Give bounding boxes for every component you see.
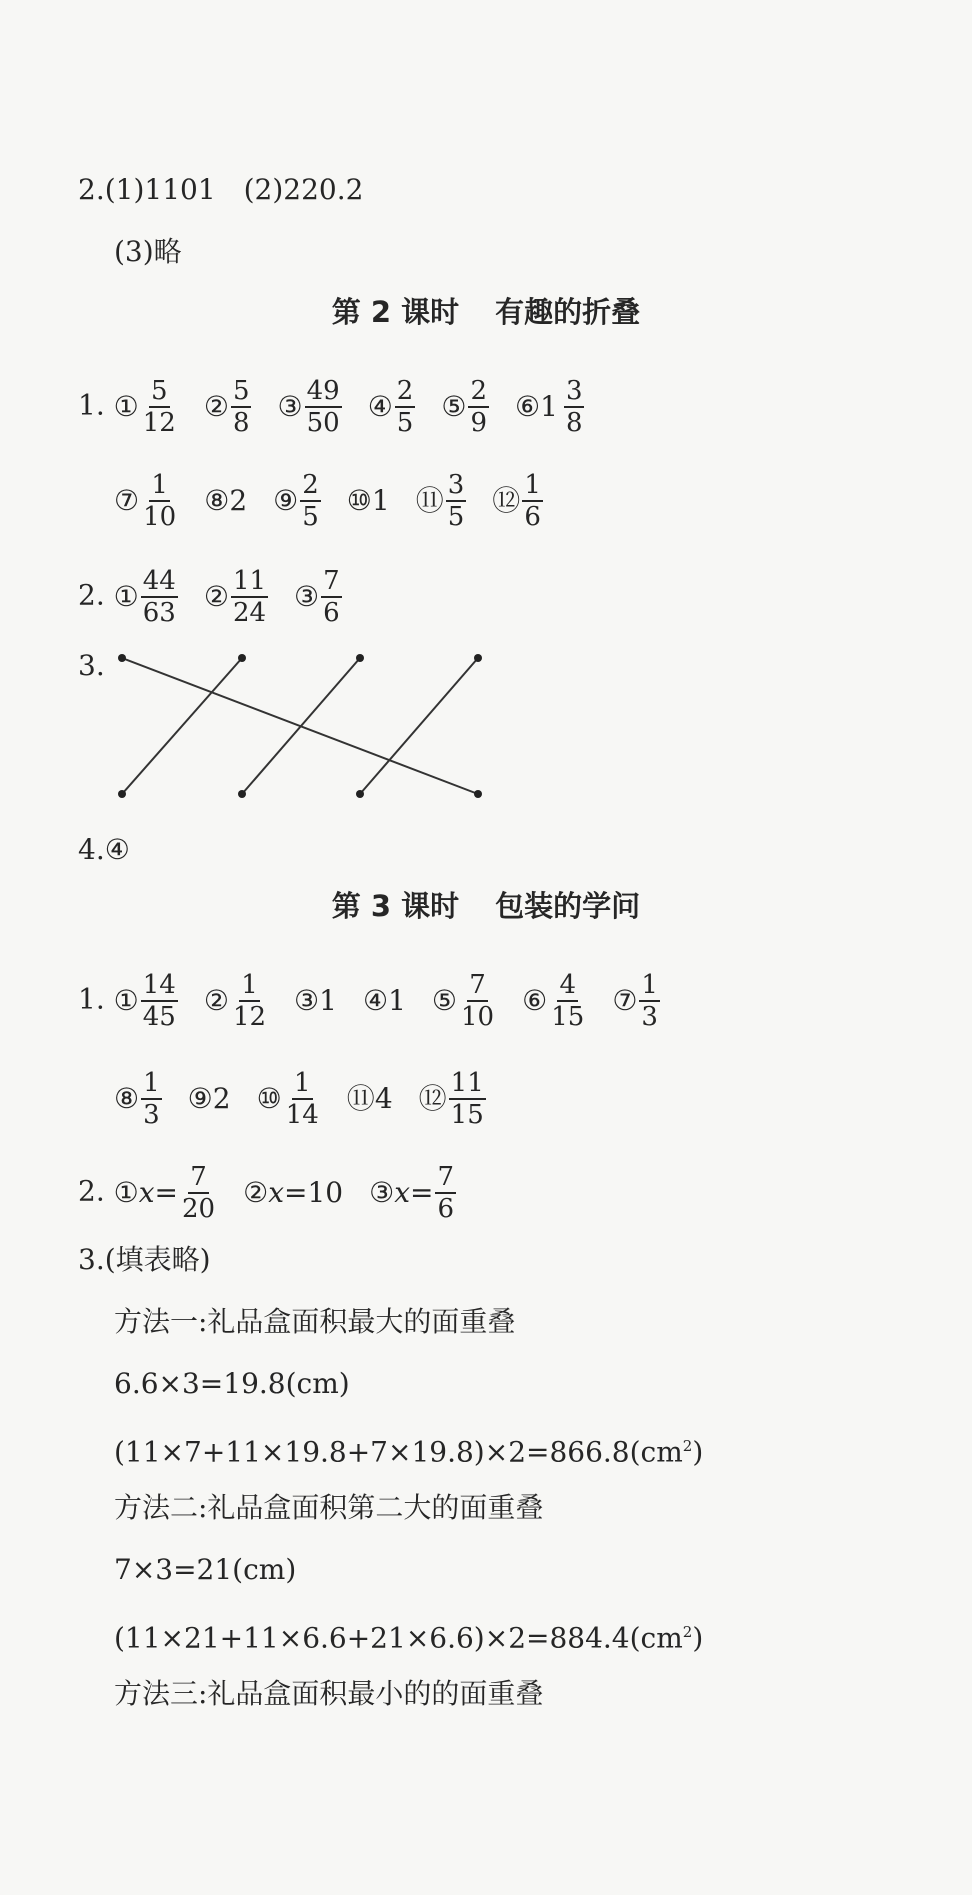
answer-item <box>347 1082 393 1116</box>
answer-value: 10 <box>307 1176 344 1209</box>
lesson3-heading-title: 包装的学问 <box>495 889 641 923</box>
circled-number: ⑧ <box>204 484 230 517</box>
denominator: 5 <box>302 502 319 532</box>
dot <box>118 654 126 662</box>
matching-line <box>360 658 478 794</box>
denominator: 5 <box>447 502 465 532</box>
answer-item <box>369 1162 456 1224</box>
numerator: 1 <box>143 1068 160 1098</box>
denominator: 20 <box>182 1194 216 1224</box>
denominator: 12 <box>232 1002 267 1032</box>
numerator: 2 <box>470 376 487 406</box>
answer-item <box>368 376 416 438</box>
circled-number: ① <box>113 984 139 1017</box>
circled-number: ① <box>113 580 139 613</box>
numerator: 5 <box>232 376 250 406</box>
numerator: 1 <box>524 470 541 500</box>
numerator: 7 <box>437 1162 455 1192</box>
circled-number: ⑫ <box>492 484 521 517</box>
numerator: 7 <box>323 566 340 596</box>
circled-number: ⑤ <box>431 984 458 1017</box>
lesson2-heading-title: 有趣的折叠 <box>495 295 641 329</box>
unit-close: ) <box>692 1621 704 1655</box>
lesson2-q3-label: 3. <box>78 649 105 682</box>
denominator: 9 <box>470 408 487 438</box>
circled-number: ② <box>203 984 229 1017</box>
answer-item <box>257 1068 321 1130</box>
denominator: 6 <box>524 502 541 532</box>
circled-number: ⑪ <box>415 484 444 517</box>
fraction <box>231 376 252 438</box>
answer-list <box>113 376 611 438</box>
circled-number: ② <box>203 390 229 423</box>
numerator: 7 <box>469 970 486 1000</box>
denominator: 24 <box>232 598 267 628</box>
numerator: 11 <box>232 566 267 596</box>
answer-value: 2 <box>212 1082 231 1115</box>
circled-number: ⑩ <box>346 484 372 517</box>
denominator: 6 <box>437 1194 455 1224</box>
circled-number: ① <box>113 1176 139 1209</box>
answer-item <box>204 970 268 1032</box>
lesson3-q1-row1 <box>78 970 686 1032</box>
lesson3-q2 <box>78 1162 482 1224</box>
fraction <box>180 1162 217 1224</box>
fraction <box>522 470 543 532</box>
fraction <box>231 566 268 628</box>
equals-sign: = <box>284 1176 308 1209</box>
matching-lines-diagram <box>100 640 500 810</box>
circled-number: ② <box>243 1176 269 1209</box>
answer-item <box>114 1068 162 1130</box>
denominator: 3 <box>641 1002 658 1032</box>
numerator: 2 <box>302 470 319 500</box>
numerator: 2 <box>396 376 414 406</box>
numerator: 3 <box>565 376 583 406</box>
circled-number: ④ <box>362 984 389 1017</box>
numerator: 1 <box>293 1068 311 1098</box>
lesson2-q2 <box>78 566 368 628</box>
denominator: 8 <box>232 408 250 438</box>
answer-item <box>612 970 660 1032</box>
answer-item <box>277 376 341 438</box>
variable: x <box>268 1176 284 1209</box>
fraction <box>564 376 585 438</box>
method1-text: 方法一:礼品盒面积最大的面重叠 <box>114 1305 516 1338</box>
dot <box>474 654 482 662</box>
circled-number: ① <box>113 390 139 423</box>
answer-item <box>114 566 178 628</box>
answer-value: 1 <box>388 984 406 1017</box>
answer-value: 4 <box>374 1082 393 1115</box>
calc2b <box>114 1614 703 1656</box>
denominator: 8 <box>565 408 583 438</box>
answer-list <box>113 566 368 628</box>
answer-item <box>347 484 390 518</box>
variable: x <box>138 1176 155 1209</box>
answer-item <box>419 1068 486 1130</box>
numerator: 7 <box>190 1162 207 1192</box>
answer-list <box>114 470 569 532</box>
lesson2-q1-row1 <box>78 376 610 438</box>
numerator: 44 <box>142 566 176 596</box>
circled-number: ③ <box>369 1176 395 1209</box>
denominator: 15 <box>450 1100 484 1130</box>
circled-number: ④ <box>367 390 393 423</box>
numerator: 1 <box>241 970 258 1000</box>
fraction <box>459 970 496 1032</box>
fraction <box>446 470 467 532</box>
sec1-q2-line1: 2.(1)1101 (2)220.2 <box>78 173 364 206</box>
lesson2-heading <box>0 294 972 330</box>
answer-item <box>204 566 268 628</box>
lesson3-heading-number: 第 3 课时 <box>331 889 460 923</box>
answer-item <box>294 984 337 1018</box>
circled-number: ③ <box>294 580 320 613</box>
equals-sign: = <box>154 1176 178 1209</box>
circled-number: ③ <box>277 390 303 423</box>
answer-item <box>363 984 406 1018</box>
denominator: 3 <box>143 1100 160 1130</box>
answer-list <box>113 970 686 1032</box>
circled-number: ⑤ <box>441 390 467 423</box>
answer-item <box>432 970 496 1032</box>
calc1a: 6.6×3=19.8(cm) <box>114 1367 350 1400</box>
denominator: 15 <box>551 1002 585 1032</box>
denominator: 45 <box>142 1002 176 1032</box>
whole-number: 1 <box>540 390 558 423</box>
matching-line <box>122 658 242 794</box>
numerator: 14 <box>142 970 176 1000</box>
answer-item <box>243 1176 343 1210</box>
circled-number: ⑥ <box>522 984 548 1017</box>
calc2a: 7×3=21(cm) <box>114 1553 297 1586</box>
answer-item <box>204 376 252 438</box>
answer-value: 1 <box>319 984 337 1017</box>
circled-number: ⑨ <box>273 484 299 517</box>
answer-item <box>441 376 489 438</box>
calc1b-text: (11×7+11×19.8+7×19.8)×2=866.8(cm <box>114 1435 683 1469</box>
numerator: 1 <box>641 970 658 1000</box>
q-label: 1. <box>78 388 105 422</box>
answer-item <box>114 1162 217 1224</box>
fraction <box>449 1068 486 1130</box>
answer-list <box>113 1162 482 1224</box>
fraction <box>549 970 586 1032</box>
answer-item <box>294 566 342 628</box>
circled-number: ⑦ <box>114 484 140 517</box>
answer-value: 1 <box>371 484 390 517</box>
numerator: 49 <box>306 376 340 406</box>
sec1-q2-line2: (3)略 <box>114 235 182 268</box>
lesson2-q1-row2 <box>114 470 569 532</box>
lesson3-q3-title: 3.(填表略) <box>78 1243 211 1276</box>
dot <box>356 790 364 798</box>
answer-item <box>114 970 178 1032</box>
q-label: 2. <box>78 1174 105 1208</box>
dot <box>118 790 126 798</box>
answer-item <box>416 470 467 532</box>
denominator: 14 <box>285 1100 319 1130</box>
fraction <box>141 376 178 438</box>
numerator: 4 <box>559 970 577 1000</box>
circled-number: ⑥ <box>515 390 541 423</box>
fraction <box>321 566 342 628</box>
lesson3-heading <box>0 888 972 924</box>
matching-line <box>242 658 360 794</box>
method2-text: 方法二:礼品盒面积第二大的面重叠 <box>114 1491 544 1524</box>
dot <box>356 654 364 662</box>
answer-item <box>114 376 178 438</box>
fraction <box>305 376 342 438</box>
unit-close: ) <box>692 1435 704 1469</box>
circled-number: ⑩ <box>256 1082 282 1115</box>
dot <box>238 790 246 798</box>
circled-number: ⑪ <box>346 1082 375 1115</box>
denominator: 50 <box>306 408 340 438</box>
denominator: 12 <box>142 408 176 438</box>
fraction <box>639 970 660 1032</box>
circled-number: ⑨ <box>187 1082 213 1115</box>
numerator: 3 <box>447 470 465 500</box>
answer-item <box>522 970 586 1032</box>
answer-value: 2 <box>229 484 248 517</box>
circled-number: ③ <box>294 984 320 1017</box>
lesson3-q1-row2 <box>114 1068 512 1130</box>
circled-number: ⑦ <box>612 984 638 1017</box>
circled-number: ⑧ <box>114 1082 140 1115</box>
lesson2-heading-number: 第 2 课时 <box>331 295 460 329</box>
fraction <box>468 376 489 438</box>
numerator: 11 <box>450 1068 484 1098</box>
equals-sign: = <box>410 1176 434 1209</box>
fraction <box>141 566 178 628</box>
circled-number: ⑫ <box>418 1082 447 1115</box>
answer-item <box>515 376 584 438</box>
denominator: 6 <box>323 598 340 628</box>
denominator: 10 <box>461 1002 495 1032</box>
answer-item <box>273 470 321 532</box>
answer-item <box>114 470 178 532</box>
fraction <box>141 970 178 1032</box>
fraction <box>300 470 321 532</box>
answer-item <box>188 1082 231 1116</box>
calc2b-text: (11×21+11×6.6+21×6.6)×2=884.4(cm <box>114 1621 683 1655</box>
unit-sup: 2 <box>682 1623 693 1641</box>
circled-number: ② <box>203 580 229 613</box>
denominator: 63 <box>142 598 176 628</box>
answer-item <box>204 484 247 518</box>
q-label: 2. <box>78 578 105 612</box>
dot <box>238 654 246 662</box>
dot <box>474 790 482 798</box>
fraction <box>231 970 268 1032</box>
calc1b <box>114 1428 703 1470</box>
method3-text: 方法三:礼品盒面积最小的的面重叠 <box>114 1677 544 1710</box>
q-label: 1. <box>78 982 105 1016</box>
fraction <box>284 1068 321 1130</box>
answer-item <box>492 470 543 532</box>
fraction <box>435 1162 456 1224</box>
numerator: 1 <box>151 470 168 500</box>
answer-list <box>114 1068 512 1130</box>
numerator: 5 <box>151 376 168 406</box>
fraction <box>141 1068 162 1130</box>
fraction <box>395 376 416 438</box>
denominator: 5 <box>396 408 414 438</box>
variable: x <box>394 1176 411 1209</box>
lesson2-q4: 4.④ <box>78 833 130 866</box>
denominator: 10 <box>143 502 177 532</box>
unit-sup: 2 <box>682 1437 693 1455</box>
fraction <box>141 470 178 532</box>
